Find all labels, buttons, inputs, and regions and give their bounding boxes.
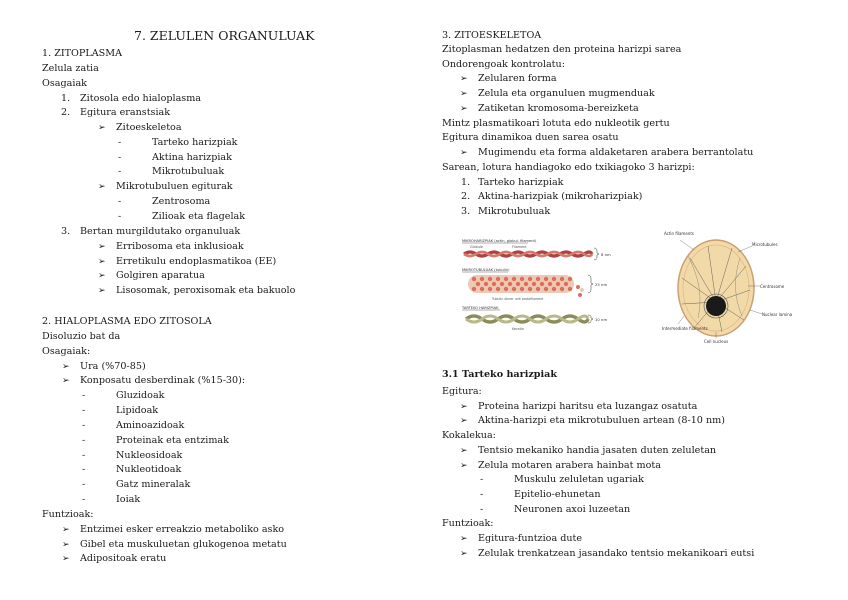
- text-line: Funtzioak:: [442, 518, 494, 529]
- text-line: Mintz plasmatikoari lotuta edo nukleotik gertu: [442, 118, 670, 129]
- dash-item: - Proteinak eta entzimak: [116, 435, 229, 447]
- list-number: 1.: [461, 177, 471, 188]
- list-number: 3.: [461, 206, 471, 217]
- dash-item: - Gluzidoak: [116, 390, 164, 402]
- list-item: Bertan murgildutako organuluak: [80, 226, 241, 237]
- dash-item: - Mikrotubuluak: [152, 166, 224, 178]
- list-item: Egitura eranstsiak: [80, 107, 171, 118]
- dash-item: - Nukleosidoak: [116, 450, 182, 462]
- bullet-item: ➢ Aktina-harizpi eta mikrotubuluen artean (8-10 nm): [478, 415, 725, 427]
- text-line: Osagaiak:: [42, 346, 91, 357]
- figure-label: Tubulin dimer unit protofilament: [492, 297, 544, 301]
- bullet-item: ➢ Zelula motaren arabera hainbat mota: [478, 460, 661, 472]
- dash-item: - Muskulu zeluletan ugariak: [514, 474, 644, 486]
- figure-label: Intermediate filaments: [662, 326, 708, 331]
- figure-label: Globule: [470, 245, 483, 249]
- measure-label: 8 nm: [601, 252, 611, 257]
- bullet-item: ➢ Erribosoma eta inklusioak: [116, 241, 244, 253]
- dash-item: - Ioiak: [116, 494, 140, 506]
- bullet-item: ➢ Zelulak trenkatzean jasandako tentsio mekanikoari eutsi: [478, 548, 754, 560]
- intermediate-filament-drawing: [466, 316, 588, 322]
- figure-label: MIKROTUBULUAK (tubulin): [462, 268, 510, 272]
- actin-filament-drawing: [464, 252, 592, 256]
- figure-label: TARTEKO HARIZPIAK: [462, 306, 499, 310]
- bullet-item: ➢ Zitoeskeletoa: [116, 122, 182, 134]
- text-line: Zitoplasman hedatzen den proteina harizpi sarea: [442, 44, 682, 55]
- dash-item: - Aminoazidoak: [116, 420, 184, 432]
- bullet-item: ➢ Zatiketan kromosoma-bereizketa: [478, 103, 639, 115]
- dash-item: - Epitelio-ehunetan: [514, 489, 601, 501]
- figure-label: Cell nucleus: [704, 339, 729, 344]
- section-heading-zitoplasma: 1. ZITOPLASMA: [42, 48, 123, 59]
- microtubule-drawing: [468, 275, 584, 297]
- bullet-item: ➢ Ura (%70-85): [80, 361, 146, 373]
- dash-item: - Nukleotidoak: [116, 464, 181, 476]
- bullet-item: ➢ Proteina harizpi haritsu eta luzangaz osatuta: [478, 401, 697, 413]
- dash-item: - Tarteko harizpiak: [152, 137, 237, 149]
- figure-label: Nuclear lamina: [762, 312, 793, 317]
- subsection-heading-tarteko-harizpiak: 3.1 Tarteko harizpiak: [442, 369, 557, 380]
- bullet-item: ➢ Zelula eta organuluen mugmenduak: [478, 88, 655, 100]
- filament-types-figure: [460, 235, 620, 335]
- bullet-item: ➢ Zelularen forma: [478, 73, 557, 85]
- figure-label: Centrosome: [760, 284, 785, 289]
- list-item: Aktina-harizpiak (mikroharizpiak): [478, 191, 643, 202]
- bullet-item: ➢ Gibel eta muskuluetan glukogenoa metatu: [80, 539, 287, 551]
- text-line: Egitura dinamikoa duen sarea osatu: [442, 132, 619, 143]
- text-line: Sarean, lotura handiagoko edo txikiagoko 3 harizpi:: [442, 162, 695, 173]
- dash-item: - Zentrosoma: [152, 196, 210, 208]
- bullet-item: ➢ Golgiren aparatua: [116, 270, 205, 282]
- bullet-item: ➢ Egitura-funtzioa dute: [478, 533, 582, 545]
- figure-label: Keratin: [512, 327, 525, 331]
- text-line: Zelula zatia: [42, 63, 99, 74]
- section-heading-zitoeskeletoa: 3. ZITOESKELETOA: [442, 30, 542, 41]
- bullet-item: ➢ Mugimendu eta forma aldaketaren arabera berrantolatu: [478, 147, 753, 159]
- list-item: Mikrotubuluak: [478, 206, 551, 217]
- figure-label: Microtubules: [752, 242, 778, 247]
- figure-label: Filament: [512, 245, 527, 249]
- bullet-item: ➢ Konposatu desberdinak (%15-30):: [80, 375, 245, 387]
- bullet-item: ➢ Tentsio mekaniko handia jasaten duten zeluletan: [478, 445, 716, 457]
- text-line: Egitura:: [442, 386, 482, 397]
- dash-item: - Lipidoak: [116, 405, 158, 417]
- bullet-item: ➢ Entzimei esker erreakzio metaboliko asko: [80, 524, 284, 536]
- list-item: Tarteko harizpiak: [478, 177, 564, 188]
- bullet-item: ➢ Erretikulu endoplasmatikoa (EE): [116, 256, 276, 268]
- text-line: Ondorengoak kontrolatu:: [442, 59, 565, 70]
- bullet-item: ➢ Lisosomak, peroxisomak eta bakuolo: [116, 285, 295, 297]
- list-number: 3.: [61, 226, 71, 237]
- dash-item: - Zilioak eta flagelak: [152, 211, 245, 223]
- list-number: 1.: [61, 93, 71, 104]
- dash-item: - Gatz mineralak: [116, 479, 190, 491]
- dash-item: - Aktina harizpiak: [152, 152, 232, 164]
- page-title: 7. ZELULEN ORGANULUAK: [134, 28, 315, 43]
- list-number: 2.: [61, 107, 71, 118]
- bullet-item: ➢ Mikrotubuluen egiturak: [116, 181, 233, 193]
- text-line: Disoluzio bat da: [42, 331, 121, 342]
- text-line: Funtzioak:: [42, 509, 94, 520]
- bullet-item: ➢ Adipositoak eratu: [80, 553, 166, 565]
- text-line: Osagaiak: [42, 78, 87, 89]
- section-heading-hialoplasma: 2. HIALOPLASMA EDO ZITOSOLA: [42, 316, 212, 327]
- list-item: Zitosola edo hialoplasma: [80, 93, 202, 104]
- list-number: 2.: [461, 191, 471, 202]
- cell-cytoskeleton-figure: [660, 228, 800, 348]
- measure-label: 25 nm: [595, 282, 608, 287]
- figure-label: MIKROHARIZPIAK (actin, globul. filament): [462, 239, 537, 243]
- measure-label: 10 nm: [595, 317, 608, 322]
- text-line: Kokalekua:: [442, 430, 496, 441]
- figure-label: Actin filaments: [664, 231, 694, 236]
- dash-item: - Neuronen axoi luzeetan: [514, 504, 630, 516]
